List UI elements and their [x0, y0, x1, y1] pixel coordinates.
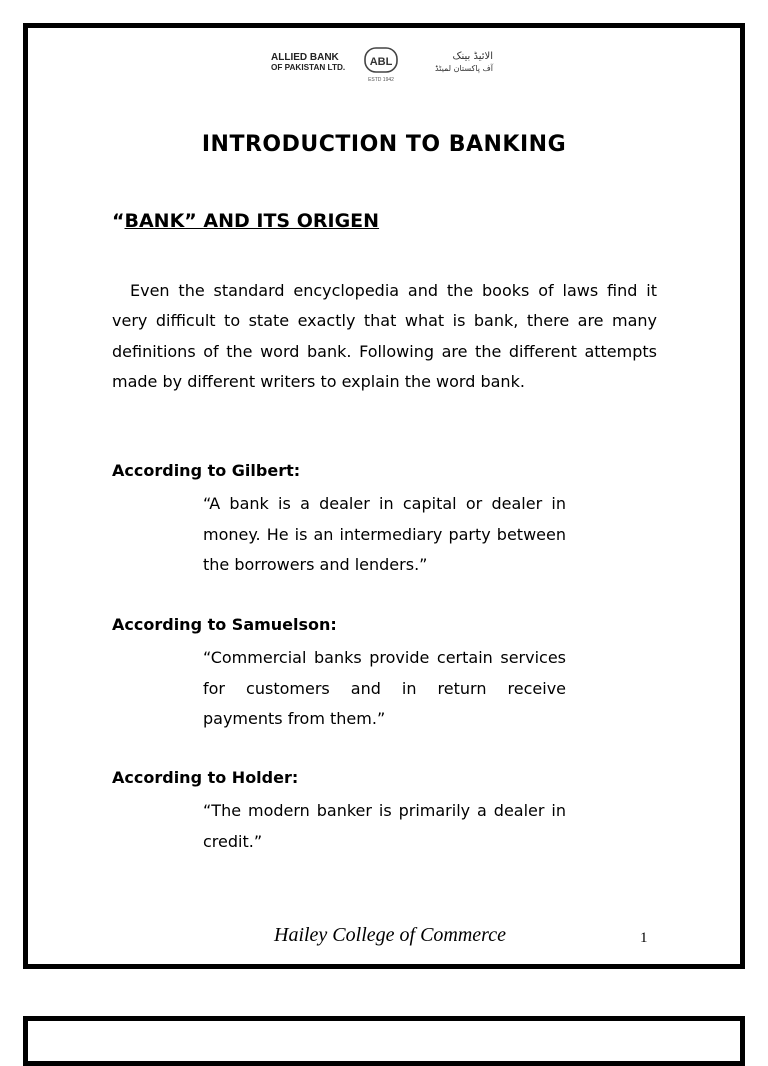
intro-paragraph: Even the standard encyclopedia and the books of laws find it very difficult to state exactly that what is bank, there are many definitions of the word bank. Following are the different attempts made by different writers to explain the word bank. — [112, 281, 657, 391]
definition-quote-samuelson: “Commercial banks provide certain services for customers and in return receive payments from them.” — [203, 648, 566, 728]
svg-text:OF PAKISTAN LTD.: OF PAKISTAN LTD. — [271, 63, 346, 72]
definition-heading-holder: According to Holder: — [112, 768, 299, 787]
page-number: 1 — [640, 930, 648, 946]
bank-logo — [271, 45, 497, 83]
svg-text:ALLIED BANK: ALLIED BANK — [271, 52, 339, 63]
svg-text:الائیڈ بینک: الائیڈ بینک — [452, 51, 493, 62]
definition-quote-gilbert: “A bank is a dealer in capital or dealer in money. He is an intermediary party between the borrowers and lenders.” — [203, 494, 566, 574]
definition-quote-holder: “The modern banker is primarily a dealer in credit.” — [203, 801, 566, 851]
svg-text:ESTD 1942: ESTD 1942 — [368, 77, 394, 83]
page-title: INTRODUCTION TO BANKING — [201, 132, 567, 157]
definition-heading-gilbert: According to Gilbert: — [112, 461, 301, 480]
section-heading — [112, 210, 379, 232]
section-heading-text: BANK” AND ITS ORIGEN — [124, 210, 380, 232]
open-quote: “ — [112, 210, 125, 232]
definition-heading-samuelson: According to Samuelson: — [112, 615, 337, 634]
svg-text:ABL: ABL — [369, 56, 393, 68]
footer-college-name: Hailey College of Commerce — [274, 924, 506, 946]
svg-text:آف پاکستان لمیٹڈ: آف پاکستان لمیٹڈ — [434, 64, 493, 73]
